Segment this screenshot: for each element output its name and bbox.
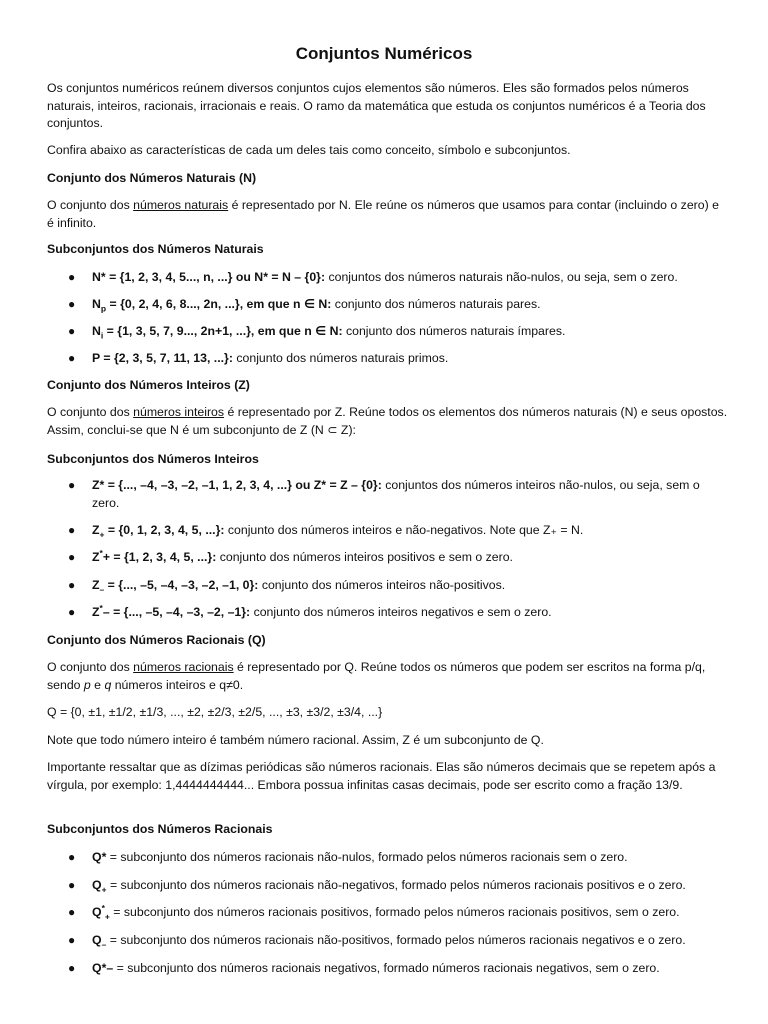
section-heading-naturais: Conjunto dos Números Naturais (N) [47, 171, 257, 185]
list-item: ● Q*– = subconjunto dos números racionais negativos, formado números racionais negativos, sem o zero. [92, 960, 728, 978]
inteiros-paragraph: O conjunto dos números inteiros é representado por Z. Reúne todos os elementos dos números naturais (N) e seus opostos. Assim, conclui-se que N é um subconjunto de Z (N ⊂ Z): [47, 405, 728, 437]
naturais-paragraph: O conjunto dos números naturais é representado por N. Ele reúne os números que usamos para contar (incluindo o zero) e é infinito. [47, 198, 719, 230]
list-item: ● P = {2, 3, 5, 7, 11, 13, ...}: conjunto dos números naturais primos. [92, 350, 728, 368]
subsection-heading-naturais: Subconjuntos dos Números Naturais [47, 242, 264, 256]
list-item: ● Z*+ = {1, 2, 3, 4, 5, ...}: conjunto dos números inteiros positivos e sem o zero. [92, 549, 728, 567]
list-item: ● $Q^*_+$ = subconjunto dos números racionais positivos, formado pelos números racionais positivos, sem o zero. [68, 902, 680, 922]
bullet-icon: ● [68, 324, 76, 338]
intro-paragraph: Os conjuntos numéricos reúnem diversos conjuntos cujos elementos são números. Eles são formados pelos números naturais, inteiros, racionais, irracionais e reais. O ramo da matemática que estuda os conjuntos numéricos é a Teoria dos conjuntos. [47, 81, 706, 130]
racionais-note: Note que todo número inteiro é também número racional. Assim, Z é um subconjunto de Q. [47, 733, 544, 747]
list-item: ● N* = {1, 2, 3, 4, 5..., n, ...} ou N* = N – {0}: conjuntos dos números naturais não-nulos, ou seja, sem o zero. [92, 269, 728, 287]
link-numeros-inteiros[interactable]: números inteiros [133, 405, 225, 419]
page-title: Conjuntos Numéricos [295, 44, 473, 63]
link-numeros-naturais[interactable]: números naturais [133, 198, 229, 212]
list-item: ● $Z_-$ = {..., –5, –4, –3, –2, –1, 0}: conjunto dos números inteiros não-positivos. [68, 578, 506, 595]
racionais-paragraph: O conjunto dos números racionais é representado por Q. Reúne todos os números que podem ser escritos na forma p/q, sendo p e q números inteiros e q≠0. [47, 660, 706, 692]
bullet-icon: ● [68, 933, 76, 947]
bullet-icon: ● [68, 878, 76, 892]
bullet-icon: ● [68, 478, 76, 492]
list-item: ● Z*– = {..., –5, –4, –3, –2, –1}: conjunto dos números inteiros negativos e sem o zero. [92, 604, 728, 622]
list-item: ● $Z_+ = \{0$, 1, 2, 3, 4, 5, ...}: conjunto dos números inteiros e não-negativos. Note que Z₊ = N. [68, 523, 584, 540]
bullet-icon: ● [68, 605, 76, 619]
list-item: ● $Q_+$ = subconjunto dos números racionais não-negativos, formado pelos números racionais positivos e o zero. [68, 878, 686, 895]
bullet-icon: ● [68, 297, 76, 311]
list-item: ● $N_i = \{1$, 3, 5, 7, 9..., 2n+1, ...}, em que n ∈ N: conjunto dos números naturais ímpares. [68, 324, 566, 341]
intro-paragraph-2: Confira abaixo as características de cada um deles tais como conceito, símbolo e subconjuntos. [47, 143, 571, 157]
bullet-icon: ● [68, 578, 76, 592]
section-heading-racionais: Conjunto dos Números Racionais (Q) [47, 633, 266, 647]
bullet-icon: ● [68, 270, 76, 284]
racionais-set-line: Q = {0, ±1, ±1/2, ±1/3, ..., ±2, ±2/3, ±2/5, ..., ±3, ±3/2, ±3/4, ...} [47, 705, 383, 719]
bullet-icon: ● [68, 351, 76, 365]
bullet-icon: ● [68, 905, 76, 919]
list-item: ● $N_p = \{0$, 2, 4, 6, 8..., 2n, ...}, em que n ∈ N: conjunto dos números naturais pares. [68, 297, 541, 314]
list-item: ● Z* = {..., –4, –3, –2, –1, 1, 2, 3, 4, ...} ou Z* = Z – {0}: conjuntos dos números inteiros não-nulos, ou seja, sem o zero. [68, 478, 700, 510]
bullet-icon: ● [68, 550, 76, 564]
list-item: ● $Q_-$ = subconjunto dos números racionais não-positivos, formado pelos números racionais negativos e o zero. [68, 933, 686, 950]
bullet-icon: ● [68, 850, 76, 864]
list-item: ● Q* = subconjunto dos números racionais não-nulos, formado pelos números racionais sem o zero. [92, 849, 728, 867]
racionais-dizimas-paragraph: Importante ressaltar que as dízimas periódicas são números racionais. Elas são números decimais que se repetem após a vírgula, por exemplo: 1,4444444444... Embora possua infinitas casas decimais, pode ser escrito como a fração 13/9. [47, 760, 716, 792]
section-heading-inteiros: Conjunto dos Números Inteiros (Z) [47, 378, 250, 392]
link-numeros-racionais[interactable]: números racionais [133, 660, 234, 674]
subsection-heading-inteiros: Subconjuntos dos Números Inteiros [47, 452, 259, 466]
subsection-heading-racionais: Subconjuntos dos Números Racionais [47, 822, 273, 836]
bullet-icon: ● [68, 523, 76, 537]
bullet-icon: ● [68, 961, 76, 975]
